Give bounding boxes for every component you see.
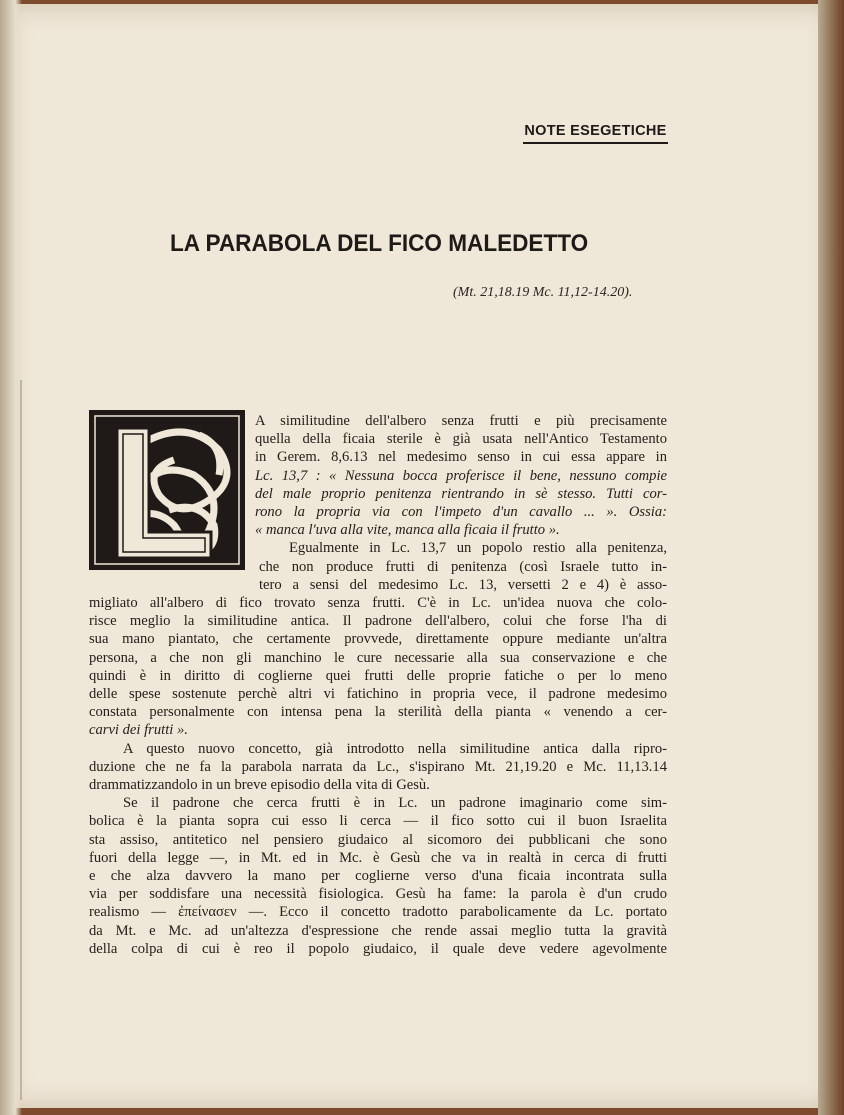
text-line: duzione che ne fa la parabola narrata da Lc., s'ispirano Mt. 21,19.20 e Mc. 11,13.14 — [89, 758, 667, 775]
text-line: Se il padrone che cerca frutti è in Lc. un padrone imaginario come sim- — [123, 795, 667, 812]
text-line: bolica è la pianta sopra cui esso li cerca — il fico sotto cui il buon Israelita — [89, 813, 667, 830]
text-line: rono la propria via con l'impeto d'un cavallo ... ». Ossia: — [255, 504, 667, 521]
text-line: via per soddisfare una necessità fisiologica. Gesù ha fame: la parola è d'un crudo — [89, 886, 667, 903]
text-line: sta assiso, antitetico nel pensiero giudaico al sicomoro dei pubblicani che sono — [89, 831, 667, 848]
text-line: realismo — ἐπείνασεν —. Ecco il concetto tradotto parabolicamente da Lc. portato — [89, 904, 667, 921]
text-line: persona, a che non gli manchino le cure necessarie alla sua conservazione e che — [89, 649, 667, 666]
scripture-references: (Mt. 21,18.19 Mc. 11,12-14.20). — [453, 285, 633, 300]
text-line: carvi dei frutti ». — [89, 722, 188, 739]
page-fold — [20, 380, 22, 1100]
text-line: migliato all'albero di fico trovato senza frutti. C'è in Lc. un'idea nuova che colo- — [89, 595, 667, 612]
text-line: e che alza davvero la mano per coglierne verso d'una ficaia incontrata sulla — [89, 868, 667, 885]
text-line: delle spese sostenute perchè altri vi fatichino in propria vece, il padrone medesimo — [89, 686, 667, 703]
text-line: Lc. 13,7 : « Nessuna bocca proferisce il bene, nessuno compie — [255, 467, 667, 484]
text-line: in Gerem. 8,6.13 nel medesimo senso in cui essa appare in — [255, 449, 667, 466]
article-body — [89, 412, 667, 958]
text-line: Egualmente in Lc. 13,7 un popolo restio alla penitenza, — [289, 540, 667, 557]
text-line: che non produce frutti di penitenza (così Israele tutto in- — [259, 558, 667, 575]
text-line: A similitudine dell'albero senza frutti e più precisamente — [255, 413, 667, 429]
text-line: della colpa di cui è reo il popolo giudaico, il quale deve vedere agevolmente — [89, 940, 667, 957]
text-line: tero a sensi del medesimo Lc. 13, versetti 2 e 4) è asso- — [259, 576, 667, 593]
text-line: constata personalmente con intensa pena la sterilità della pianta « venendo a cer- — [89, 704, 667, 721]
text-line: drammatizzandolo in un breve episodio della vita di Gesù. — [89, 777, 430, 794]
page-right-edge — [818, 0, 844, 1115]
text-line: sua mano piantato, che certamente provvede, direttamente oppure mediante un'altra — [89, 631, 667, 648]
text-line: quella della ficaia sterile è già usata nell'Antico Testamento — [255, 431, 667, 448]
page-left-edge — [0, 0, 22, 1115]
text-line: da Mt. e Mc. ad un'altezza d'espressione che rende assai meglio tutta la gravità — [89, 922, 667, 939]
text-line: del male proprio penitenza rientrando in sè stesso. Tutti cor- — [255, 485, 667, 502]
article-title: LA PARABOLA DEL FICO MALEDETTO — [170, 230, 589, 257]
text-line: risce meglio la similitudine antica. Il padrone dell'albero, colui che forse l'ha di — [89, 613, 667, 630]
text-line: quindi è in diritto di coglierne quei frutti delle proprie fatiche o per lo meno — [89, 667, 667, 684]
text-line: A questo nuovo concetto, già introdotto nella similitudine antica dalla ripro- — [123, 740, 667, 757]
text-line: « manca l'uva alla vite, manca alla ficaia il frutto ». — [255, 522, 560, 539]
text-line: fuori della legge —, in Mt. ed in Mc. è Gesù che va in realtà in cerca di frutti — [89, 849, 667, 866]
section-heading: NOTE ESEGETICHE — [523, 123, 668, 144]
